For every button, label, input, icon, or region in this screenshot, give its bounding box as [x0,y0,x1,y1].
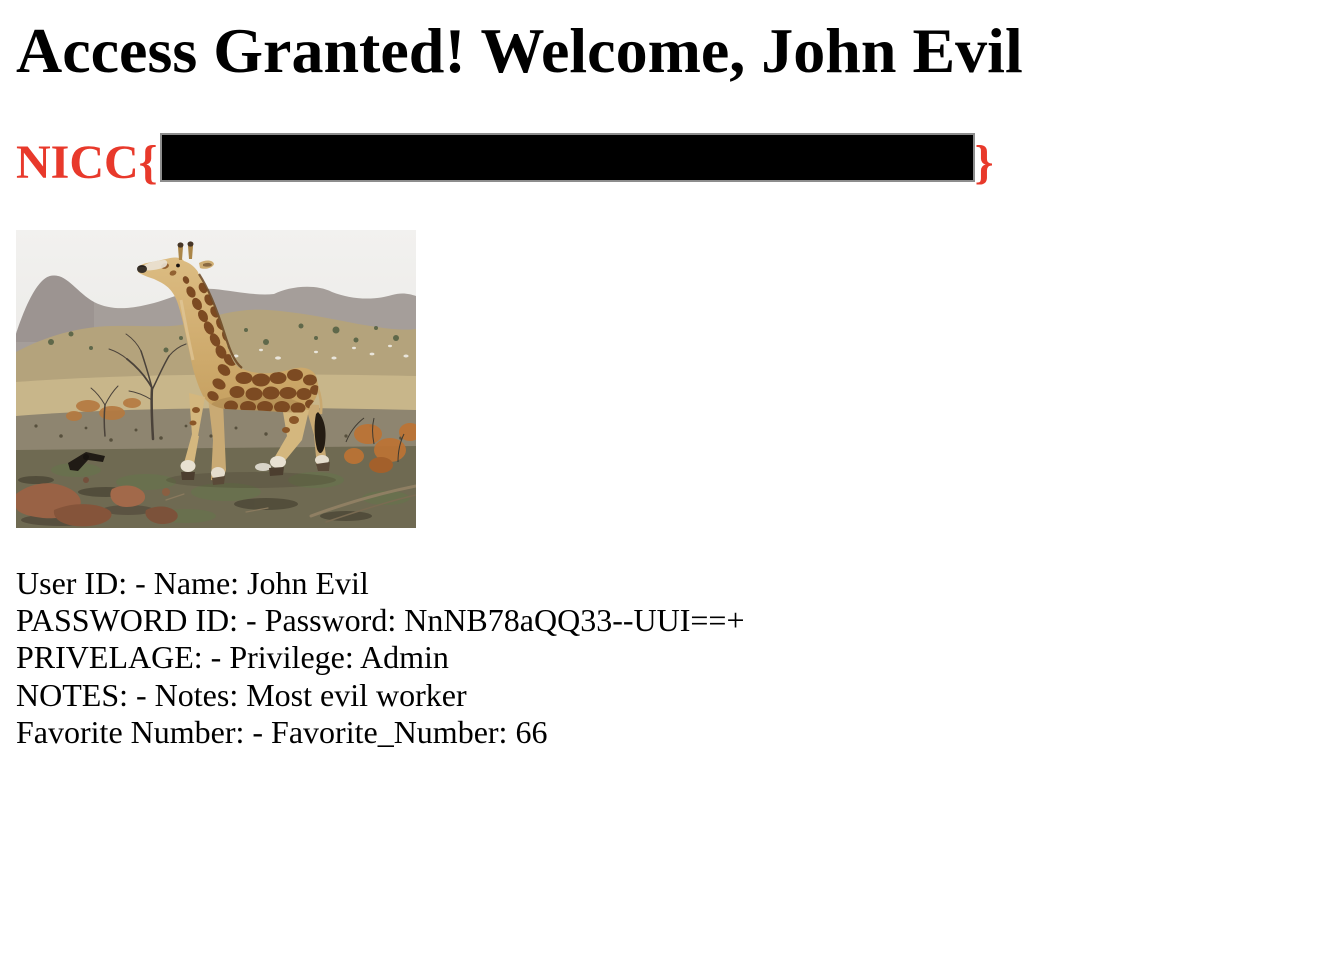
access-granted-page [0,16,1328,751]
detail-line-privilege: PRIVELAGE: - Privilege: Admin [16,639,449,676]
giraffe-photo [16,230,416,528]
detail-line-notes: NOTES: - Notes: Most evil worker [16,676,467,713]
user-details [16,565,1328,751]
detail-line-favorite-number: Favorite Number: - Favorite_Number: 66 [16,713,548,750]
flag-heading [16,133,1328,190]
flag-redaction-bar [160,133,975,182]
flag-suffix: } [974,136,994,190]
flag-prefix: NICC{ [16,136,158,190]
detail-line-user-id: User ID: - Name: John Evil [16,565,369,602]
page-title: Access Granted! Welcome, John Evil [16,15,1023,86]
detail-line-password: PASSWORD ID: - Password: NnNB78aQQ33--UUI==+ [16,602,745,639]
giraffe-image [16,230,416,528]
